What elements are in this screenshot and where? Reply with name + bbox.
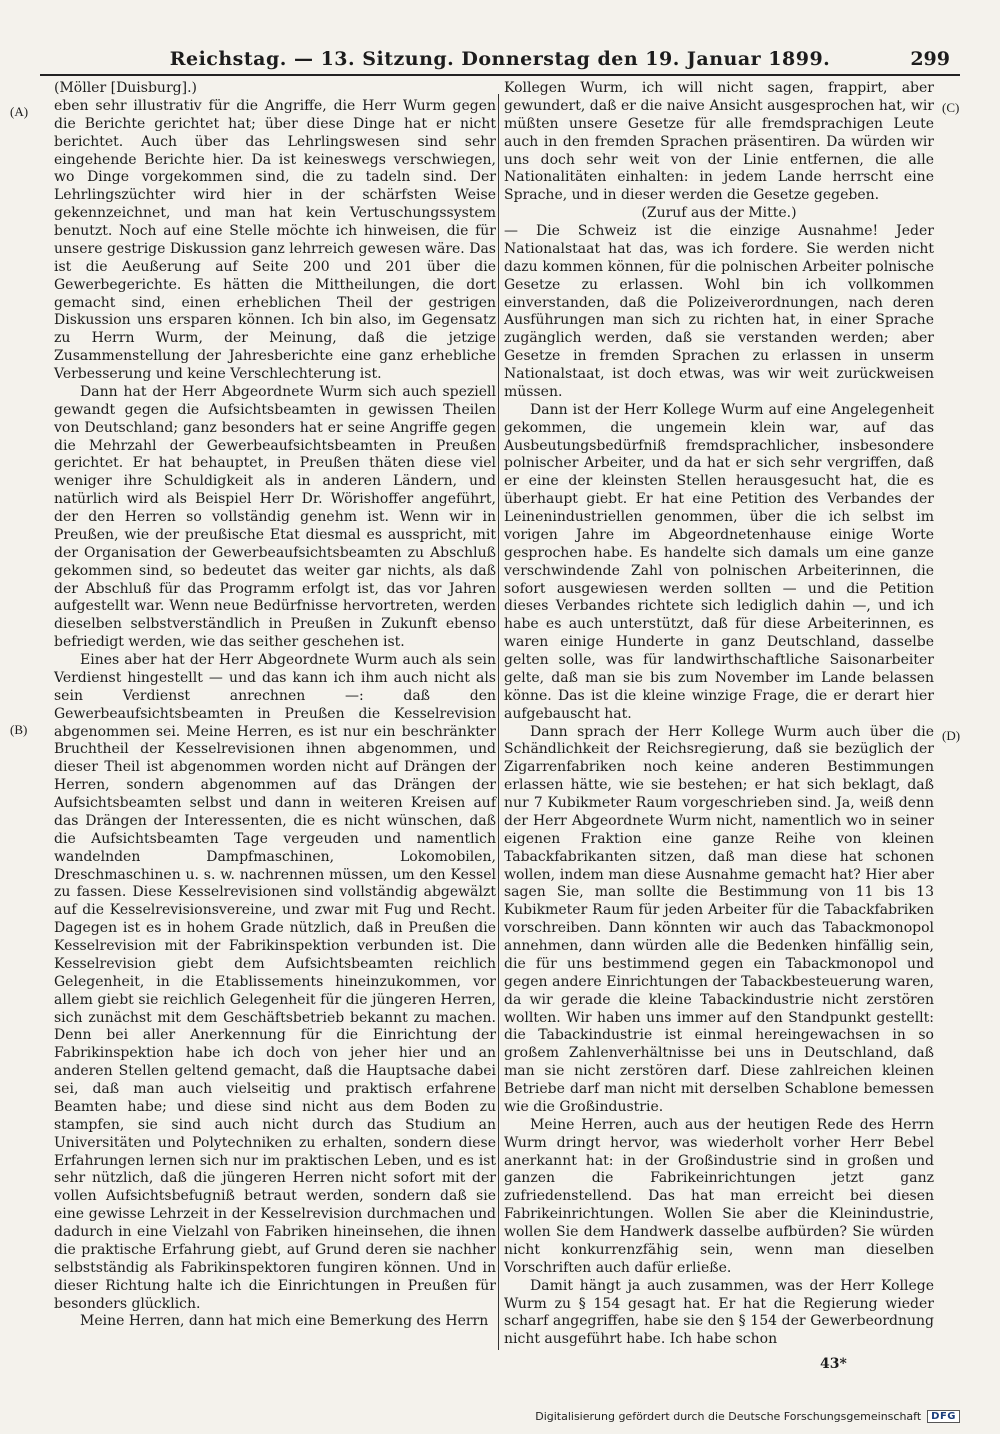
paragraph: Kollegen Wurm, ich will nicht sagen, frappirt, aber gewundert, daß er die naive Ansicht ausgesprochen hat, wir müßten unsere Gesetze für alle fremdsprachigen Leute auch in den fremden Sprachen präsentiren. Da würden wir uns doch sehr weit von der Linie entfernen, die alle Nationalitäten einhalten: in jedem Lande herrscht eine Sprache, und in dieser werden die Gesetze gegeben. xyxy=(504,80,934,204)
credit-text: Digitalisierung gefördert durch die Deutsche Forschungsgemeinschaft xyxy=(535,1409,922,1423)
footer-credit xyxy=(535,1406,960,1426)
paragraph: Dann hat der Herr Abgeordnete Wurm sich auch speziell gewandt gegen die Aufsichtsbeamten in gewissen Theilen von Deutschland; ganz besonders hat er seine Angriffe gegen die Mehrzahl der Gewerbeaufsichtsbeamten in Preußen gerichtet. Er hat behauptet, in Preußen thäten diese viel weniger ihre Schuldigkeit als in anderen Ländern, und natürlich wird als Beispiel Herr Dr. Wörishoffer angeführt, der den Herren so vollständig genehm ist. Wenn wir in Preußen, wie der preußische Etat diesmal es ausspricht, mit der Organisation der Gewerbeaufsichtsbeamten zu Abschluß gekommen sind, so bedeutet das weiter gar nichts, als daß der Abschluß für das Programm erfolgt ist, das vor Jahren aufgestellt war. Wenn neue Bedürfnisse hervortreten, werden dieselben selbstverständlich in Preußen in Zukunft ebenso befriedigt werden, wie das seither geschehen ist. xyxy=(54,383,496,651)
header-title: Reichstag. — 13. Sitzung. Donnerstag den 19. Januar 1899. xyxy=(169,48,831,70)
page-number: 299 xyxy=(910,48,950,70)
speaker-label: (Möller [Duisburg].) xyxy=(54,80,197,96)
margin-marker-b: (B) xyxy=(10,722,28,737)
paragraph: Meine Herren, dann hat mich eine Bemerkung des Herrn xyxy=(80,1313,489,1330)
dfg-logo-icon: DFG xyxy=(927,1410,960,1423)
paragraph: Meine Herren, auch aus der heutigen Rede des Herrn Wurm dringt hervor, was wiederholt vorher Herr Bebel anerkannt hat: in der Großindustrie sind in großen und ganzen die Fabrikeinrichtungen jetzt ganz zufriedenstellend. Das hat man erreicht bei diesen Fabrikeinrichtungen. Wollen Sie aber die Kleinindustrie, wollen Sie dem Handwerk dasselbe aufbürden? Sie würden nicht konkurrenzfähig sein, wenn man dieselben Vorschriften auch dafür erließe. xyxy=(504,1116,934,1276)
paragraph: Dann ist der Herr Kollege Wurm auf eine Angelegenheit gekommen, die ungemein klein war, auf das Ausbeutungsbedürfniß fremdsprachlicher, insbesondere polnischer Arbeiter, und da hat er sich sehr vergriffen, daß er eine der kleinsten Stellen herausgesucht hat, die es überhaupt giebt. Er hat eine Petition des Verbandes der Leinenindustriellen genommen, über die ich selbst im vorigen Jahre im Abgeordnetenhause einige Worte gesprochen habe. Es handelte sich damals um eine ganze verschwindende Zahl von polnischen Arbeiterinnen, die sofort ausgewiesen werden sollten — und die Petition dieses Verbandes richtete sich lediglich dahin —, und ich habe es auch unterstützt, daß für diese Arbeiterinnen, es waren einige Hunderte in ganz Deutschland, dasselbe gelten solle, was für landwirthschaftliche Saisonarbeiter gelte, daß man sie bis zum November im Lande belassen könne. Das ist die kleine winzige Frage, die er derart hier aufgebauscht hat. xyxy=(504,401,934,722)
margin-marker-c: (C) xyxy=(942,100,960,115)
paragraph: Eines aber hat der Herr Abgeordnete Wurm auch als sein Verdienst hingestellt — und das kann ich ihm auch nicht als sein Verdienst anrechnen —: daß den Gewerbeaufsichtsbeamten in Preußen die Kesselrevision abgenommen sei. Meine Herren, es ist nur ein beschränkter Bruchtheil der Kesselrevisionen ihnen abgenommen, und dieser Theil ist abgenommen worden nicht auf Drängen der Herren, sondern abgenommen auf das Drängen der Aufsichtsbeamten selbst und dann in weiteren Kreisen auf das Drängen der Interessenten, die es nicht wünschen, daß die Aufsichtsbeamten Tage vergeuden und namentlich wandelnden Dampfmaschinen, Lokomobilen, Dreschmaschinen u. s. w. nachrennen müssen, um den Kessel zu fassen. Diese Kesselrevisionen sind vollständig abgewälzt auf die Kesselrevisionsvereine, und zwar mit Fug und Recht. Dagegen ist es in hohem Grade nützlich, daß in Preußen die Kesselrevision mit der Fabrikinspektion verbunden ist. Die Kesselrevision giebt dem Aufsichtsbeamten reichlich Gelegenheit, in die Etablissements hineinzukommen, vor allem giebt sie reichlich Gelegenheit für die jüngeren Herren, sich zunächst mit dem Geschäftsbetrieb bekannt zu machen. Denn bei aller Anerkennung für die Einrichtung der Fabrikinspektion habe ich doch von jeher hier und an anderen Stellen geltend gemacht, daß die Hauptsache dabei sei, daß man auch vielseitig und praktisch erfahrene Beamten habe; und diese sind nicht aus dem Boden zu stampfen, sie sind auch nicht durch das Studium an Universitäten und Polytechniken zu erhalten, sondern diese Erfahrungen lernen sich nur im praktischen Leben, und es ist sehr nützlich, daß die jüngeren Herren nicht sofort mit der vollen Aufsichtsbefugniß betraut werden, sondern daß sie eine gewisse Lehrzeit in der Kesselrevision durchmachen und dadurch in eine Vielzahl von Fabriken hineinsehen, die ihnen die praktische Erfahrung giebt, auf Grund deren sie nachher selbstständig als Fabrikinspektoren fungiren können. Und in dieser Richtung halte ich die Einrichtungen in Preußen für besonders glücklich. xyxy=(54,652,496,1312)
paragraph: Dann sprach der Herr Kollege Wurm auch über die Schändlichkeit der Reichsregierung, daß sie bezüglich der Zigarrenfabriken noch keine anderen Bestimmungen erlassen hätte, wie sie bestehen; er hat sich beklagt, daß nur 7 Kubikmeter Raum vorgeschrieben sind. Ja, weiß denn der Herr Abgeordnete Wurm nicht, namentlich wo in seiner eigenen Fraktion eine ganze Reihe von kleinen Tabackfabrikanten sitzen, daß man diese hat schonen wollen, indem man diese Ausnahme gemacht hat? Hier aber sagen Sie, man sollte die Bestimmung von 11 bis 13 Kubikmeter Raum für jeden Arbeiter für die Tabackfabriken vorschreiben. Dann könnten wir auch das Tabackmonopol annehmen, dann würden alle die Bedenken hinfällig sein, die für uns bestimmend gegen ein Tabackmonopol und gegen andere Einrichtungen der Tabackbesteuerung waren, da wir gerade die kleine Tabackindustrie nicht zerstören wollten. Wir haben uns immer auf den Standpunkt gestellt: die Tabackindustrie ist einmal hereingewachsen in so großem Zahlenverhältnisse bei uns in Deutschland, daß man sie nicht zerstören darf. Diese zahlreichen kleinen Betriebe darf man nicht mit derselben Schablone bemessen wie die Großindustrie. xyxy=(504,723,934,1115)
right-column xyxy=(504,80,934,1349)
margin-marker-d: (D) xyxy=(942,728,961,743)
paragraph: Damit hängt ja auch zusammen, was der Herr Kollege Wurm zu § 154 gesagt hat. Er hat die Regierung wieder scharf angegriffen, habe sie den § 154 der Gewerbeordnung nicht ausgeführt habe. Ich habe schon xyxy=(504,1277,934,1348)
column-divider xyxy=(498,94,499,1350)
page-header xyxy=(40,48,960,76)
paragraph: eben sehr illustrativ für die Angriffe, die Herr Wurm gegen die Berichte gerichtet hat; über diese Dinge hat er nicht berichtet. Auch über das Lehrlingswesen sind sehr eingehende Berichte hier. Da ist keineswegs verschwiegen, wo Dinge vorgekommen sind, die zu tadeln sind. Der Lehrlingszüchter wird hier in der schärfsten Weise gekennzeichnet, und man hat kein Vertuschungssystem benutzt. Noch auf eine Stelle möchte ich hinweisen, die für unsere gestrige Diskussion ganz lehrreich gewesen wäre. Das ist die Aeußerung auf Seite 200 und 201 über die Gewerbegerichte. Es hätten die Mittheilungen, die dort gemacht sind, einen erheblichen Theil der gestrigen Diskussion uns ersparen können. Ich bin also, im Gegensatz zu Herrn Wurm, der Meinung, daß die jetzige Zusammenstellung der Jahresberichte eine ganz erhebliche Verbesserung und keine Verschlechterung ist. xyxy=(54,97,496,382)
paragraph: — Die Schweiz ist die einzige Ausnahme! Jeder Nationalstaat hat das, was ich fordere. Sie werden nicht dazu kommen können, für die polnischen Arbeiter polnische Gesetze zu erlassen. Wohl bin ich vollkommen einverstanden, daß die Polizeiverordnungen, nach deren Ausführungen man sich zu richten hat, in einer Sprache zugänglich werden, daß sie verstanden werden; aber Gesetze in fremden Sprachen zu erlassen in unserm Nationalstaat, ist doch etwas, was wir weit zurückweisen müssen. xyxy=(504,223,934,400)
interjection: (Zuruf aus der Mitte.) xyxy=(641,205,797,222)
left-column xyxy=(54,80,496,1331)
signature-mark: 43* xyxy=(820,1356,847,1372)
margin-marker-a: (A) xyxy=(10,104,29,119)
